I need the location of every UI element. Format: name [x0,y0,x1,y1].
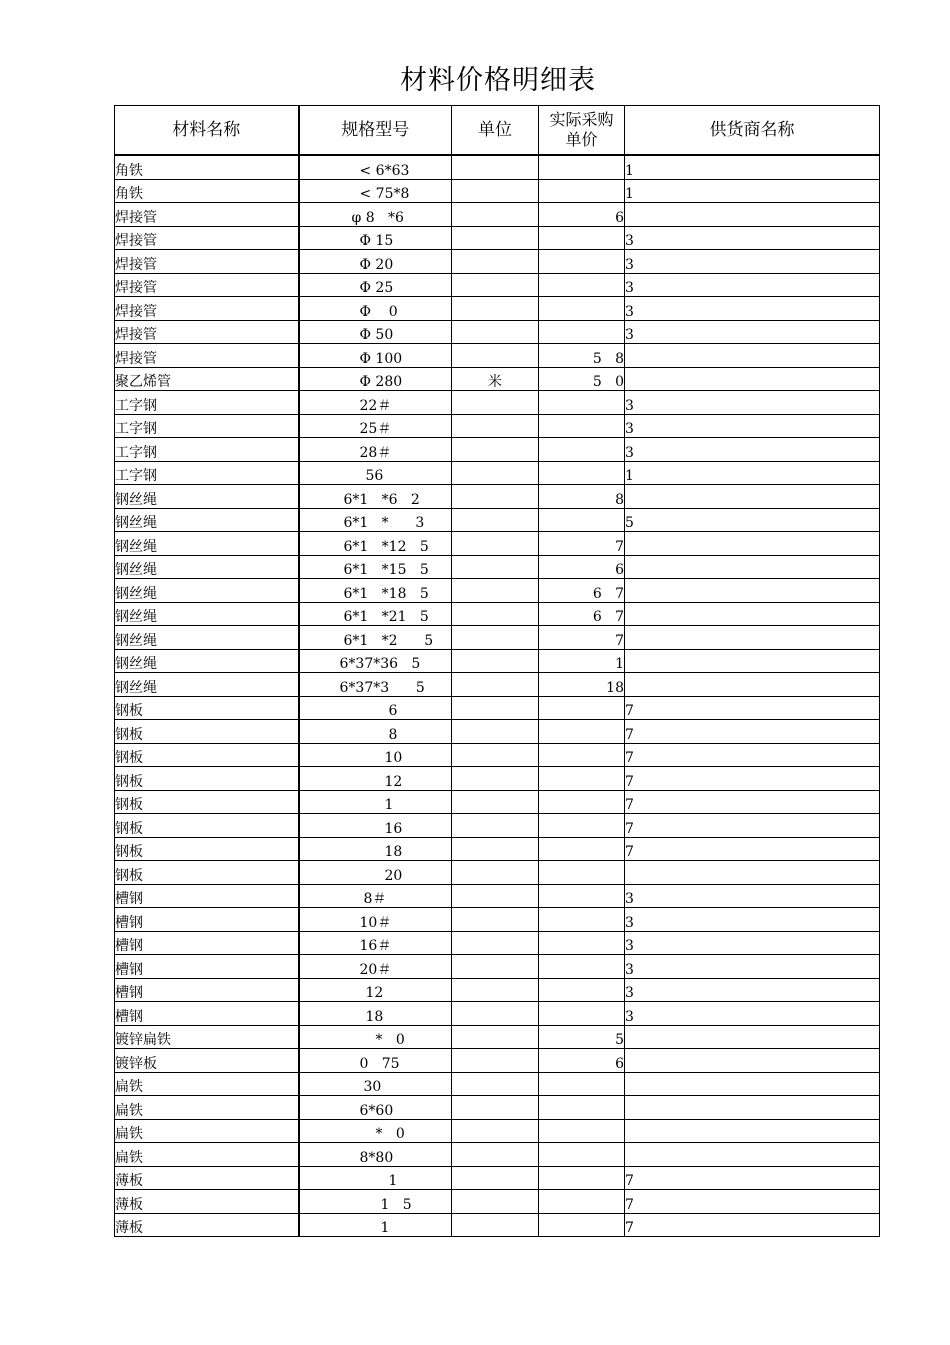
material-name-cell: 钢板 [115,720,299,744]
material-name-cell: 焊接管 [115,344,299,368]
price-cell: 6 [539,203,625,227]
supplier-cell: 1 [625,461,880,485]
unit-cell [452,1002,539,1026]
spec-cell: < 75*8 [299,179,452,203]
material-name-cell: 扁铁 [115,1143,299,1167]
unit-cell [452,1166,539,1190]
table-row [115,438,880,462]
unit-cell [452,438,539,462]
spec-cell: 1 [299,790,452,814]
price-table [114,105,880,1237]
unit-cell [452,273,539,297]
table-row [115,814,880,838]
unit-cell [452,767,539,791]
supplier-cell: 3 [625,978,880,1002]
supplier-cell: 3 [625,908,880,932]
supplier-cell [625,1049,880,1073]
spec-cell: 6*60 [299,1096,452,1120]
unit-cell [452,931,539,955]
price-cell: 18 [539,673,625,697]
table-row [115,1049,880,1073]
material-name-cell: 钢板 [115,790,299,814]
spec-cell: 18 [299,1002,452,1026]
material-name-cell: 钢丝绳 [115,602,299,626]
price-cell [539,767,625,791]
spec-cell: 16＃ [299,931,452,955]
unit-cell [452,602,539,626]
unit-cell [452,908,539,932]
table-header [115,106,880,156]
spec-cell: * 0 [299,1025,452,1049]
price-cell: 5 0 [539,367,625,391]
price-cell [539,720,625,744]
spec-cell: Φ 0 [299,297,452,321]
supplier-cell: 7 [625,743,880,767]
table-row [115,579,880,603]
material-name-cell: 槽钢 [115,1002,299,1026]
table-row [115,649,880,673]
spec-cell: 20 [299,861,452,885]
price-cell [539,508,625,532]
table-row [115,861,880,885]
table-row [115,203,880,227]
material-name-cell: 焊接管 [115,297,299,321]
spec-cell: 6*1 *6 2 [299,485,452,509]
price-cell [539,790,625,814]
material-name-cell: 钢板 [115,814,299,838]
spec-cell: 10 [299,743,452,767]
spec-cell: 20＃ [299,955,452,979]
material-name-cell: 薄板 [115,1213,299,1237]
table-row [115,743,880,767]
table-row [115,367,880,391]
table-row [115,1002,880,1026]
price-cell [539,273,625,297]
supplier-cell: 1 [625,155,880,179]
price-cell [539,250,625,274]
spec-cell: * 0 [299,1119,452,1143]
spec-cell: Φ 100 [299,344,452,368]
material-name-cell: 工字钢 [115,414,299,438]
table-row [115,1166,880,1190]
spec-cell: 22＃ [299,391,452,415]
price-cell [539,978,625,1002]
table-row [115,767,880,791]
table-row [115,626,880,650]
price-cell: 1 [539,649,625,673]
spec-cell: 8*80 [299,1143,452,1167]
supplier-cell [625,367,880,391]
table-row [115,673,880,697]
price-cell [539,226,625,250]
unit-cell [452,461,539,485]
unit-cell [452,720,539,744]
spec-cell: 8 [299,720,452,744]
table-row [115,273,880,297]
table-row [115,884,880,908]
unit-cell [452,1049,539,1073]
price-cell [539,1166,625,1190]
supplier-cell: 7 [625,1166,880,1190]
supplier-cell: 3 [625,250,880,274]
unit-cell [452,837,539,861]
price-cell: 6 [539,555,625,579]
unit-cell [452,226,539,250]
spec-cell: 6*1 *21 5 [299,602,452,626]
price-cell [539,1072,625,1096]
supplier-cell [625,649,880,673]
price-cell [539,461,625,485]
table-row [115,1213,880,1237]
table-row [115,908,880,932]
unit-cell [452,1025,539,1049]
unit-cell [452,555,539,579]
price-cell: 7 [539,626,625,650]
price-cell [539,320,625,344]
spec-cell: < 6*63 [299,155,452,179]
material-name-cell: 钢丝绳 [115,485,299,509]
unit-cell [452,1072,539,1096]
spec-cell: 18 [299,837,452,861]
price-cell [539,861,625,885]
unit-cell [452,1143,539,1167]
spec-cell: 6*1 *15 5 [299,555,452,579]
unit-cell [452,155,539,179]
material-name-cell: 钢丝绳 [115,673,299,697]
price-cell [539,1143,625,1167]
spec-cell: 6*37*36 5 [299,649,452,673]
price-cell [539,391,625,415]
unit-cell [452,743,539,767]
supplier-cell [625,344,880,368]
spec-cell: 8＃ [299,884,452,908]
supplier-cell: 3 [625,955,880,979]
spec-cell: Φ 20 [299,250,452,274]
unit-cell [452,250,539,274]
material-name-cell: 聚乙烯管 [115,367,299,391]
material-name-cell: 槽钢 [115,908,299,932]
unit-cell [452,696,539,720]
table-row [115,696,880,720]
unit-cell [452,955,539,979]
table-row [115,414,880,438]
unit-cell [452,884,539,908]
table-row [115,602,880,626]
header-price-line1: 实际采购 [549,110,614,129]
unit-cell [452,790,539,814]
supplier-cell: 3 [625,320,880,344]
price-cell [539,814,625,838]
unit-cell [452,391,539,415]
price-cell: 5 8 [539,344,625,368]
material-name-cell: 焊接管 [115,203,299,227]
material-name-cell: 槽钢 [115,884,299,908]
material-name-cell: 槽钢 [115,931,299,955]
material-name-cell: 钢板 [115,743,299,767]
supplier-cell [625,579,880,603]
table-row [115,391,880,415]
supplier-cell [625,1096,880,1120]
spec-cell: 1 [299,1166,452,1190]
header-row [115,106,880,156]
material-name-cell: 焊接管 [115,250,299,274]
price-cell [539,931,625,955]
unit-cell [452,297,539,321]
unit-cell [452,626,539,650]
unit-cell [452,673,539,697]
supplier-cell: 7 [625,1190,880,1214]
price-cell [539,1119,625,1143]
price-cell [539,1213,625,1237]
table-row [115,555,880,579]
price-cell [539,1096,625,1120]
material-name-cell: 槽钢 [115,955,299,979]
spec-cell: 16 [299,814,452,838]
header-price-line2: 单价 [565,130,598,149]
price-cell: 8 [539,485,625,509]
table-row [115,226,880,250]
unit-cell [452,1119,539,1143]
spec-cell: Φ 50 [299,320,452,344]
table-row [115,508,880,532]
table-row [115,837,880,861]
spec-cell: 56 [299,461,452,485]
table-row [115,179,880,203]
spec-cell: φ 8 *6 [299,203,452,227]
spec-cell: 6*1 * 3 [299,508,452,532]
supplier-cell: 7 [625,1213,880,1237]
table-row [115,320,880,344]
spec-cell: 6*37*3 5 [299,673,452,697]
spec-cell: 6*1 *2 5 [299,626,452,650]
supplier-cell: 3 [625,414,880,438]
material-name-cell: 钢丝绳 [115,579,299,603]
spec-cell: 1 [299,1213,452,1237]
material-name-cell: 焊接管 [115,273,299,297]
price-cell [539,438,625,462]
table-row [115,1143,880,1167]
material-name-cell: 镀锌板 [115,1049,299,1073]
supplier-cell: 5 [625,508,880,532]
material-name-cell: 扁铁 [115,1119,299,1143]
supplier-cell [625,203,880,227]
price-cell [539,696,625,720]
supplier-cell: 7 [625,837,880,861]
material-name-cell: 焊接管 [115,320,299,344]
unit-cell [452,1096,539,1120]
supplier-cell [625,673,880,697]
header-material-name: 材料名称 [115,106,299,156]
supplier-cell: 7 [625,720,880,744]
unit-cell [452,485,539,509]
material-name-cell: 钢板 [115,837,299,861]
unit-cell [452,344,539,368]
table-row [115,1096,880,1120]
spec-cell: Φ 15 [299,226,452,250]
material-name-cell: 薄板 [115,1166,299,1190]
header-supplier: 供货商名称 [625,106,880,156]
supplier-cell [625,861,880,885]
supplier-cell: 7 [625,767,880,791]
table-row [115,978,880,1002]
table-body [115,155,880,1237]
unit-cell [452,179,539,203]
unit-cell [452,814,539,838]
material-name-cell: 钢板 [115,861,299,885]
price-cell: 6 [539,1049,625,1073]
supplier-cell [625,1072,880,1096]
material-name-cell: 钢板 [115,696,299,720]
spec-cell: 6*1 *12 5 [299,532,452,556]
table-row [115,155,880,179]
supplier-cell: 3 [625,438,880,462]
unit-cell [452,978,539,1002]
supplier-cell: 3 [625,884,880,908]
supplier-cell: 3 [625,931,880,955]
unit-cell [452,579,539,603]
material-name-cell: 钢丝绳 [115,555,299,579]
supplier-cell: 7 [625,790,880,814]
spec-cell: 6 [299,696,452,720]
unit-cell [452,508,539,532]
spec-cell: 12 [299,767,452,791]
material-name-cell: 工字钢 [115,391,299,415]
material-name-cell: 钢丝绳 [115,649,299,673]
price-cell: 5 [539,1025,625,1049]
price-cell: 7 [539,532,625,556]
price-cell: 6 7 [539,579,625,603]
unit-cell [452,203,539,227]
table-row [115,955,880,979]
price-cell [539,955,625,979]
supplier-cell: 3 [625,1002,880,1026]
spec-cell: 12 [299,978,452,1002]
price-cell [539,743,625,767]
material-name-cell: 扁铁 [115,1072,299,1096]
spec-cell: 0 75 [299,1049,452,1073]
supplier-cell: 3 [625,226,880,250]
spec-cell: Φ 25 [299,273,452,297]
header-unit: 单位 [452,106,539,156]
material-name-cell: 角铁 [115,179,299,203]
supplier-cell: 7 [625,696,880,720]
material-name-cell: 薄板 [115,1190,299,1214]
spec-cell: 10＃ [299,908,452,932]
spec-cell: 25＃ [299,414,452,438]
supplier-cell: 3 [625,273,880,297]
table-row [115,720,880,744]
material-name-cell: 钢丝绳 [115,532,299,556]
unit-cell: 米 [452,367,539,391]
supplier-cell [625,555,880,579]
price-cell [539,297,625,321]
unit-cell [452,320,539,344]
supplier-cell [625,1119,880,1143]
price-cell [539,837,625,861]
material-name-cell: 钢丝绳 [115,626,299,650]
supplier-cell [625,1143,880,1167]
table-row [115,297,880,321]
supplier-cell [625,1025,880,1049]
price-cell [539,414,625,438]
table-row [115,485,880,509]
unit-cell [452,532,539,556]
price-cell [539,179,625,203]
supplier-cell: 3 [625,391,880,415]
material-name-cell: 钢丝绳 [115,508,299,532]
price-cell [539,908,625,932]
supplier-cell: 1 [625,179,880,203]
unit-cell [452,414,539,438]
material-name-cell: 扁铁 [115,1096,299,1120]
material-name-cell: 镀锌扁铁 [115,1025,299,1049]
spec-cell: 30 [299,1072,452,1096]
supplier-cell: 3 [625,297,880,321]
table-row [115,461,880,485]
supplier-cell [625,602,880,626]
supplier-cell [625,532,880,556]
supplier-cell [625,626,880,650]
price-cell [539,1002,625,1026]
header-spec: 规格型号 [299,106,452,156]
table-row [115,250,880,274]
unit-cell [452,649,539,673]
page-title: 材料价格明细表 [400,65,596,96]
table-row [115,344,880,368]
unit-cell [452,861,539,885]
price-cell [539,884,625,908]
spec-cell: 1 5 [299,1190,452,1214]
material-name-cell: 槽钢 [115,978,299,1002]
material-name-cell: 角铁 [115,155,299,179]
header-price [539,106,625,156]
spec-cell: Φ 280 [299,367,452,391]
table-row [115,1072,880,1096]
table-row [115,790,880,814]
material-name-cell: 焊接管 [115,226,299,250]
unit-cell [452,1190,539,1214]
material-name-cell: 钢板 [115,767,299,791]
table-row [115,1190,880,1214]
supplier-cell: 7 [625,814,880,838]
table-row [115,1119,880,1143]
material-name-cell: 工字钢 [115,461,299,485]
price-cell [539,155,625,179]
price-cell: 6 7 [539,602,625,626]
table-row [115,1025,880,1049]
spec-cell: 6*1 *18 5 [299,579,452,603]
material-name-cell: 工字钢 [115,438,299,462]
table-row [115,532,880,556]
spec-cell: 28＃ [299,438,452,462]
unit-cell [452,1213,539,1237]
supplier-cell [625,485,880,509]
price-cell [539,1190,625,1214]
table-row [115,931,880,955]
